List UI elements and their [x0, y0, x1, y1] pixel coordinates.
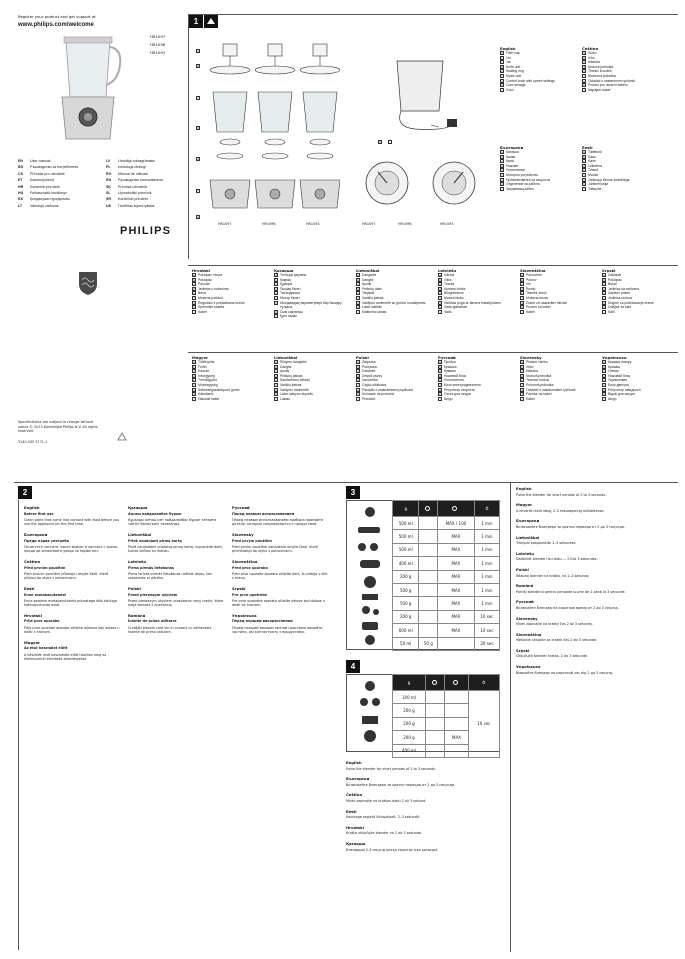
model-2: HR1096 [150, 42, 166, 47]
lang-heading: Eesti [346, 808, 357, 814]
label-c: c [197, 97, 199, 100]
table-row: 50 ml 50 g 20 sec [393, 637, 500, 650]
parts-list-parts_grid_row1-0: Hrvatski a Poklopac otvora b Poklopac c Posuda d Jedinica s noževima e Brtva f Motorna jedinica g Regulator s postavkama brzine h Spremište kabela i Kabel [192, 268, 245, 314]
lang-heading: Polski [128, 585, 141, 591]
footer-legal: Specifications are subject to change without notice © 2013 Koninklijke Philips N.V. All rights reserved. [18, 420, 98, 434]
lang-heading: Hrvatski [346, 824, 364, 830]
header-knob-icon [419, 501, 438, 517]
parts-list-parts_grid_row2-5: Українська a Кришка отвору b Кришка c Глечик d Ножовий блок e Ущільнювач f Блок двигуна g Регулятор швидкості h Відсік для шнура i Шнур [602, 355, 641, 401]
lang-heading: English [24, 505, 40, 510]
model-3: HR1093 [150, 50, 166, 55]
label-b: b [197, 65, 199, 68]
diagram-model-3: HR1093 [306, 222, 320, 226]
knob-model-1: HR1097 [362, 222, 376, 226]
parts-list-cs: Čeština a Víčko b Víko c Nádoba d Nožová jednotka e Těsnicí kroužek f Motorová jednotka g Ovladač s nastavením rychlosti h Prostor pro uložení kabelu i Napájecí kabel [582, 46, 635, 92]
lang-heading: Русский [232, 505, 250, 510]
header-speed [438, 501, 475, 517]
lang-heading: Srpski [232, 585, 246, 591]
diagram-model-1: HR1097 [218, 222, 232, 226]
label-e: e [197, 158, 199, 161]
label-h: h [379, 141, 381, 144]
section-4-number: 4 [346, 660, 360, 673]
blender-photo [48, 35, 128, 145]
parts-list-parts_grid_row2-1: Lietuviškai a Pildymo dangtelis b Dangtis c Ąsotis d Peiliukų įtaisas e Sandarinimo žiedas f Variklio įtaisas g Valdymo rankenėlė h Laido laikymo skyrelis i Laidas [274, 355, 313, 401]
section-4-table: g ⏱ 100 ml 10 sec 200 g 200 g 200 g MAX 400 ml [392, 674, 500, 758]
label-a: a [197, 50, 199, 53]
table-row: 200 g MAX [393, 731, 500, 744]
table-row: 200 g MAX 10 sec [393, 610, 500, 623]
parts-list-parts_grid_row2-2: Polski a Zatyczka b Pokrywka c Dzbanek d Zespół ostrzy e Uszczelka f Część silnikowa g Pokrętło z ustawieniami prędkości h Schowek na przewód i Przewód [356, 355, 414, 401]
lang-heading: Hrvatski [24, 612, 42, 618]
label-f: f [197, 190, 199, 193]
lang-heading: Slovensky [232, 531, 254, 537]
section-1-number: 1 [189, 15, 203, 28]
lang-heading: Slovenščina [232, 558, 258, 564]
parts-list-parts_grid_row2-0: Magyar a Töltőnyílás b Fedél c Kancsó d Késegység e Tömítőgyűrű f Motoregység g Sebességszabályozó gomb h Kábeltartó i Hálózati kábel [192, 355, 240, 401]
section-2-col-2: Қазақша Алғаш пайдаланбас бұрын Құралды алғаш рет пайдаланбас бұрын тағамға тиетін бөліктерін тазалаңыз. Lietuviškai Prieš naudojant pirmą kartą Prieš naudodami prietaisą pirmą kartą, nuplaukite dalis, kurios liečiasi su maistu. Latviešu Pirms pirmās lietošanas Pirms ierīces pirmās lietošanas notīriet daļas, kas saskarsies ar pārtiku. Polski Przed pierwszym użyciem Przed pierwszym użyciem urządzenia umyj części, które mają kontakt z żywnością. Română Înainte de prima utilizare Curăţaţi piesele care vin în contact cu alimentele înainte de prima utilizare. [128, 505, 224, 635]
lang-heading: Қазақша [346, 840, 366, 846]
lang-heading: Română [128, 612, 146, 618]
lang-heading: Čeština [24, 558, 41, 564]
philips-shield-icon [77, 270, 99, 296]
table-row: 200 g [393, 717, 500, 730]
parts-list-parts_grid_row1-3: Latviešu a Vāciņš b Vāks c Trauks d Asmeņu bloks e Blīvgredzens f Motora bloks g Vadības poga ar ātruma iestatījumiem h Vada glabātuve i Vads [438, 268, 502, 314]
lang-heading: Čeština [346, 792, 363, 798]
model-1: HR1097 [150, 34, 166, 39]
lang-heading: English [516, 486, 532, 491]
label-i: i [389, 141, 391, 144]
lang-heading: Eesti [24, 585, 35, 591]
table-row: 500 ml MAX 1 min [393, 543, 500, 556]
section-2-col-1: English Before first use Clean parts that come into contact with food before you use the appliance for the first time. Български Преди първа употреба Почистете частите, които влизат в контакт с храна, преди да използвате уреда за първи път. Čeština Před prvním použitím Před prvním použitím přístroje umyjte části, které přijdou do styku s potravinami. Eesti Enne esmakasutamist Enne seadme esmakasutamist puhastage kõik toiduga kokkupuutuvad osad. Hrvatski Prije prve uporabe Prije prve uporabe aparata očistite dijelove koji dolaze u dodir s hranom. Magyar Az első használat előtt A készülék első használata előtt tisztítsa meg az élelmiszerrel érintkező alkatrészeket. [24, 505, 120, 662]
lang-heading: Latviešu [516, 550, 535, 556]
lang-heading: Українська [516, 664, 541, 670]
recycle-icon [116, 432, 128, 442]
lang-heading: Lietuviškai [516, 534, 540, 540]
header-quantity: g [393, 501, 419, 517]
philips-logo: PHILIPS [120, 225, 172, 237]
footer-code: 3140 035 3771.1 [18, 440, 48, 444]
parts-list-et: Eesti a Täitekork b Kaas c Kann d Lõiketera e Tihend f Mootor g Juhtnupp kiiruse seadetega h Juhtmehoidja i Toitejuhe [582, 145, 630, 191]
lang-heading: Русский [516, 599, 534, 605]
table-row: 200 g [393, 704, 500, 717]
table-row: 500 ml MAX / 100 1 min [393, 517, 500, 530]
parts-list-parts_grid_row1-1: Қазақша a Толтыру қақпағы b Қақпақ c Құмыра d Пышақ бөлігі e Тығыздағыш f Мотор бөлігі g Жылдамдық параметрлері бар басқару тұтқасы h Сым сақтағыш i Қуат сымы [274, 268, 342, 319]
lang-heading: Қазақша [128, 505, 148, 510]
label-g: g [197, 216, 199, 219]
lang-heading: Română [516, 583, 534, 589]
lang-heading: Magyar [24, 639, 40, 645]
hand-book-icon [204, 15, 218, 28]
table-row: 400 ml MAX 1 min [393, 557, 500, 570]
table-row: 400 ml [393, 744, 500, 757]
table-row: 100 ml 10 sec [393, 691, 500, 704]
table-row: 500 ml MAX 1 min [393, 530, 500, 543]
ingredient-icons-column [348, 676, 392, 750]
lang-heading: Български [24, 531, 48, 537]
parts-list-en: English a Filler cap b Lid c Jar d Knife unit e Sealing ring f Motor unit g Control knob with speed settings h Cord storage i Cord [500, 46, 556, 92]
parts-list-parts_grid_row1-2: Lietuviškai a Dangtelis b Dangtis c Ąsotis d Peiliukų dalis e Tarpiklis f Variklio įtaisas g Valdymo rankenėlė su greičio nustatymais h Laido laikiklis i Maitinimo laidas [356, 268, 426, 314]
header-time: ⏱ [474, 501, 499, 517]
header-register-line: Register your product and get support at [18, 14, 96, 19]
lang-heading: Български [516, 518, 540, 524]
knob-model-2: HR1096 [398, 222, 412, 226]
lang-heading: Srpski [516, 647, 530, 653]
lang-heading: Latviešu [128, 558, 147, 564]
diagram-model-2: HR1096 [262, 222, 276, 226]
section-3-number: 3 [346, 486, 360, 499]
label-d: d [197, 127, 199, 130]
table-row: 500 g MAX 1 min [393, 583, 500, 596]
lang-heading: Slovenščina [516, 631, 542, 637]
exploded-blender-diagrams [205, 40, 340, 232]
parts-list-parts_grid_row2-4: Slovensky a Plniace viečko b Veko c Nádoba d Nožová jednotka e Tesniaci krúžok f Pohonná jednotka g Ovládač s nastaveniami rýchlosti h Priestor na kábel i Kábel [520, 355, 576, 401]
parts-list-parts_grid_row1-5: Srpski a Zatvarač b Poklopac c Bokal d Jedinica sa sečivima e Zaptivni prsten f Jedinica motora g Dugme za podešavanje brzine h Odeljak za kabl i Kabl [602, 268, 654, 314]
section-3-table [392, 500, 500, 651]
lang-heading: Magyar [516, 502, 532, 508]
section-2-number: 2 [18, 486, 32, 499]
knob-model-3: HR1093 [440, 222, 454, 226]
lang-heading: Polski [516, 566, 529, 572]
table-row: 200 g MAX 1 min [393, 570, 500, 583]
table-row: 600 ml MAX 10 sec [393, 624, 500, 637]
lang-heading: Українська [232, 612, 257, 618]
food-icons-column [348, 502, 392, 648]
language-list: EN User manual LV Lietotāja rokasgrāmata BG Ръководство за потребителя PL Instrukcja obsługi CS Příručka pro uživatele RO Manual de utilizare ET Kasutusjuhend RU Руководство пользователя HR Korisnički priručnik SK Príručka užívateľa HU Felhasználói kézikönyv SL Uporabniški priročnik KK Қолданушы нұсқаулығы SR Korisnički priručnik LT Vartotojo vadovas UK Посібник користувача [18, 159, 163, 208]
pulse-instructions-mid: English Pulse the blender for short periods of 2 to 3 seconds. Български Включвайте блендера за кратки периоди от 2 до 3 секунди. Čeština Mixér zapínejte na krátkou dobu 2 až 3 sekund. Eesti Kasutage segistit lühiajaliselt, 2–3 sekundit. Hrvatski Kratko uključujte blender na 2 do 3 sekunde. Қазақша Блендерді 2-3 секунд қысқа уақытқа іске қосыңыз. [346, 760, 506, 950]
lang-heading: Български [346, 776, 370, 782]
pulse-instructions-right: English Pulse the blender for short periods of 2 to 3 seconds. Magyar A keverőt rövid ideig, 2-3 másodpercig működtesse. Български Включвайте блендера за кратки периоди от 2 до 3 секунди. Lietuviškai Trumpai paspauskite 2–3 sekundes. Latviešu Darbiniet blenderi īsu laiku — 2 līdz 3 sekundes. Polski Włączaj blender na krótko, na 2–3 sekundy. Română Porniţi blenderul pentru perioade scurte de 2 până la 3 secunde. Русский Включайте блендер на короткое время от 2 до 3 секунд. Slovensky Mixér zapínajte na krátky čas 2 až 3 sekundy. Slovenščina Mešalnik vklopite za kratek čas 2 do 3 sekunde. Srpski Uključujte blender kratko, 2 do 3 sekunde. Українська Вмикайте блендер на короткий час від 2 до 3 секунд. [516, 486, 676, 951]
parts-list-parts_grid_row1-4: Slovenščina a Pokrovček b Pokrov c Vrč d Rezilo e Tesnilni obroč f Motorna enota g Gumb za nastavitev hitrosti h Prostor za kabel i Kabel [520, 268, 567, 314]
control-knob-diagrams [362, 158, 482, 213]
lang-heading: Lietuviškai [128, 531, 152, 537]
section-2-col-3: Русский Перед первым использованием Перед первым использованием прибора промойте детали, которые соприкасаются с продуктами. Slovensky Pred prvým použitím Pred prvým použitím zariadenia umyte časti, ktoré prichádzajú do styku s potravinami. Slovenščina Pred prvo uporabo Pred prvo uporabo aparata očistite dele, ki pridejo v stik s hrano. Srpski Pre prve upotrebe Pre prve upotrebe aparata očistite delove koji dolaze u dodir sa hranom. Українська Перед першим використанням Перед першим використанням пристрою помийте частини, які контактують з продуктами. [232, 505, 328, 635]
motor-unit-cord-diagram [375, 55, 475, 150]
table-row: 500 g MAX 1 min [393, 597, 500, 610]
parts-list-parts_grid_row2-3: Русский a Пробка b Крышка c Кувшин d Ножевой блок e Уплотнитель f Блок электродвигателя g Регулятор скорости h Отсек для шнура i Шнур [438, 355, 481, 401]
parts-list-bg: Български a Капачка b Капак c Кана d Ножове e Уплътнение f Моторно устройство g Превключвател за скорости h Отделение за кабела i Захранващ кабел [500, 145, 550, 191]
lang-heading: Slovensky [516, 615, 538, 621]
header-url[interactable]: www.philips.com/welcome [18, 22, 94, 28]
lang-heading: English [346, 760, 362, 765]
